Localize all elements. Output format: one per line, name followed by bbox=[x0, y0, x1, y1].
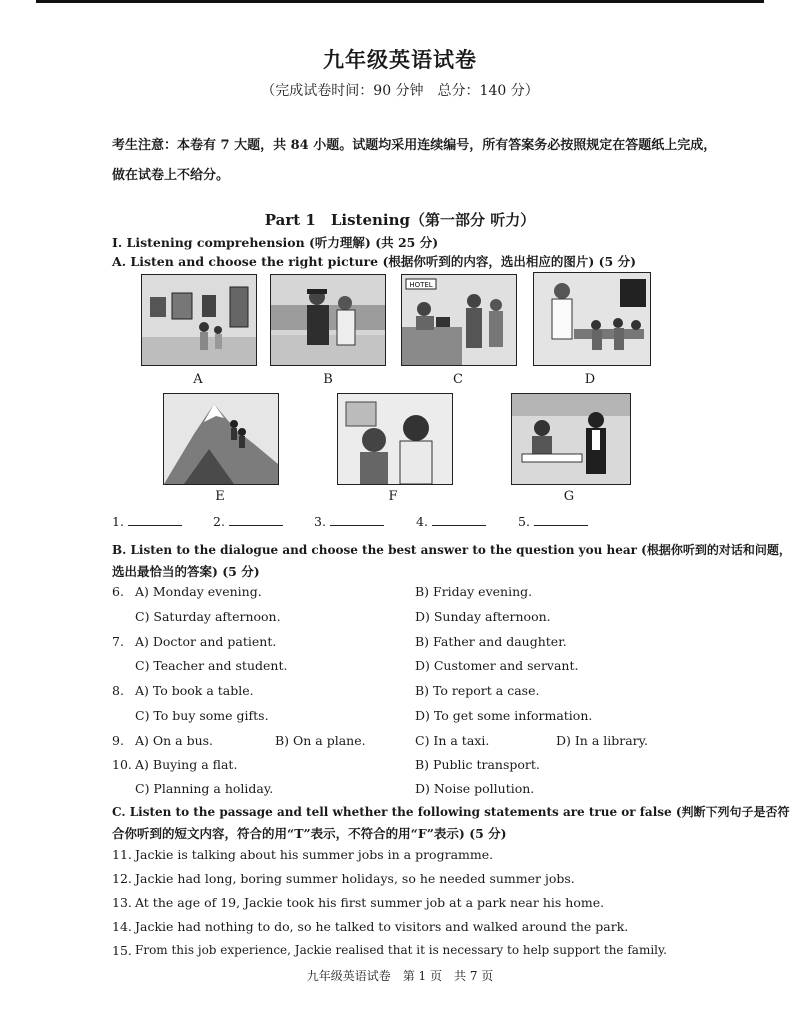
statement-text: Jackie had nothing to do, so he talked to visitors and walked around the park. bbox=[135, 919, 629, 934]
question-number: 7. bbox=[112, 634, 124, 649]
answer-blank-4[interactable]: 4. bbox=[416, 514, 486, 529]
hotel-reception-picture bbox=[401, 274, 517, 366]
picture-label-a: A bbox=[193, 372, 203, 387]
notice-line-2: 做在试卷上不给分。 bbox=[112, 168, 230, 183]
statement-number: 15. bbox=[112, 943, 132, 958]
option-a: A) Buying a flat. bbox=[135, 757, 238, 772]
page-title: 九年级英语试卷 bbox=[323, 47, 477, 72]
hotel-sign-text: HOTEL bbox=[409, 281, 433, 289]
picture-label-f: F bbox=[388, 489, 398, 504]
option-a: A) Monday evening. bbox=[135, 584, 262, 599]
option-b: B) On a plane. bbox=[275, 733, 366, 748]
answer-blank-1[interactable]: 1. bbox=[112, 514, 182, 529]
statement-number: 11. bbox=[112, 847, 132, 862]
statement-text: Jackie is talking about his summer jobs in a programme. bbox=[135, 847, 494, 862]
option-d: D) Customer and servant. bbox=[415, 658, 579, 673]
picture-label-d: D bbox=[584, 372, 596, 387]
section-1-heading: I. Listening comprehension (听力理解) (共 25 分) bbox=[112, 235, 439, 250]
answer-blank-2[interactable]: 2. bbox=[213, 514, 283, 529]
section-c-heading-2: 合你听到的短文内容，符合的用“T”表示，不符合的用“F”表示) (5 分) bbox=[112, 826, 507, 841]
notice-line-1: 考生注意：本卷有 7 大题，共 84 小题。试题均采用连续编号，所有答案务必按照规定在答题纸上完成， bbox=[112, 138, 717, 153]
section-b-heading-1: B. Listen to the dialogue and choose the best answer to the question you hear (根据你听到的对话和问题， bbox=[112, 543, 791, 557]
picture-label-b: B bbox=[323, 372, 333, 387]
statement-number: 12. bbox=[112, 871, 132, 886]
option-a: A) On a bus. bbox=[135, 733, 214, 748]
doctor-classroom-picture bbox=[533, 272, 651, 366]
question-number: 9. bbox=[112, 733, 124, 748]
option-a: A) Doctor and patient. bbox=[135, 634, 277, 649]
question-number: 10. bbox=[112, 757, 132, 772]
police-officer-picture bbox=[270, 274, 386, 366]
section-b-heading-2: 选出最恰当的答案) (5 分) bbox=[112, 564, 260, 579]
option-b: B) Public transport. bbox=[415, 757, 540, 772]
option-d: D) Sunday afternoon. bbox=[415, 609, 551, 624]
option-d: D) To get some information. bbox=[415, 708, 593, 723]
page-footer: 九年级英语试卷 第 1 页 共 7 页 bbox=[306, 969, 494, 983]
section-a-heading: A. Listen and choose the right picture (根据你听到的内容，选出相应的图片) (5 分) bbox=[112, 254, 637, 269]
restaurant-waiter-picture bbox=[511, 393, 631, 485]
exam-time-info: （完成试卷时间：90 分钟 总分：140 分） bbox=[261, 83, 539, 99]
picture-label-c: C bbox=[453, 372, 463, 387]
section-c-heading-1: C. Listen to the passage and tell whether the following statements are true or false (判断下列句子是否符 bbox=[112, 805, 790, 819]
option-b: B) Father and daughter. bbox=[415, 634, 567, 649]
option-c: C) Teacher and student. bbox=[135, 658, 288, 673]
answer-blank-5[interactable]: 5. bbox=[518, 514, 588, 529]
top-border bbox=[36, 0, 764, 3]
option-b: B) To report a case. bbox=[415, 683, 540, 698]
two-boys-talking-picture bbox=[337, 393, 453, 485]
statement-number: 13. bbox=[112, 895, 132, 910]
picture-label-e: E bbox=[215, 489, 225, 504]
answer-blank-3[interactable]: 3. bbox=[314, 514, 384, 529]
option-b: B) Friday evening. bbox=[415, 584, 533, 599]
option-d: D) Noise pollution. bbox=[415, 781, 535, 796]
statement-text: At the age of 19, Jackie took his first summer job at a park near his home. bbox=[135, 895, 605, 910]
art-gallery-picture bbox=[141, 274, 257, 366]
statement-number: 14. bbox=[112, 919, 132, 934]
picture-label-g: G bbox=[563, 489, 575, 504]
option-d: D) In a library. bbox=[556, 733, 649, 748]
option-c: C) In a taxi. bbox=[415, 733, 490, 748]
statement-text: Jackie had long, boring summer holidays, so he needed summer jobs. bbox=[135, 871, 575, 886]
option-c: C) Saturday afternoon. bbox=[135, 609, 281, 624]
question-number: 6. bbox=[112, 584, 124, 599]
question-number: 8. bbox=[112, 683, 124, 698]
statement-text: From this job experience, Jackie realised that it is necessary to help support the family. bbox=[135, 943, 667, 957]
part-1-title: Part 1 Listening（第一部分 听力） bbox=[264, 211, 536, 229]
option-a: A) To book a table. bbox=[135, 683, 254, 698]
mountain-climbing-picture bbox=[163, 393, 279, 485]
option-c: C) To buy some gifts. bbox=[135, 708, 269, 723]
option-c: C) Planning a holiday. bbox=[135, 781, 274, 796]
